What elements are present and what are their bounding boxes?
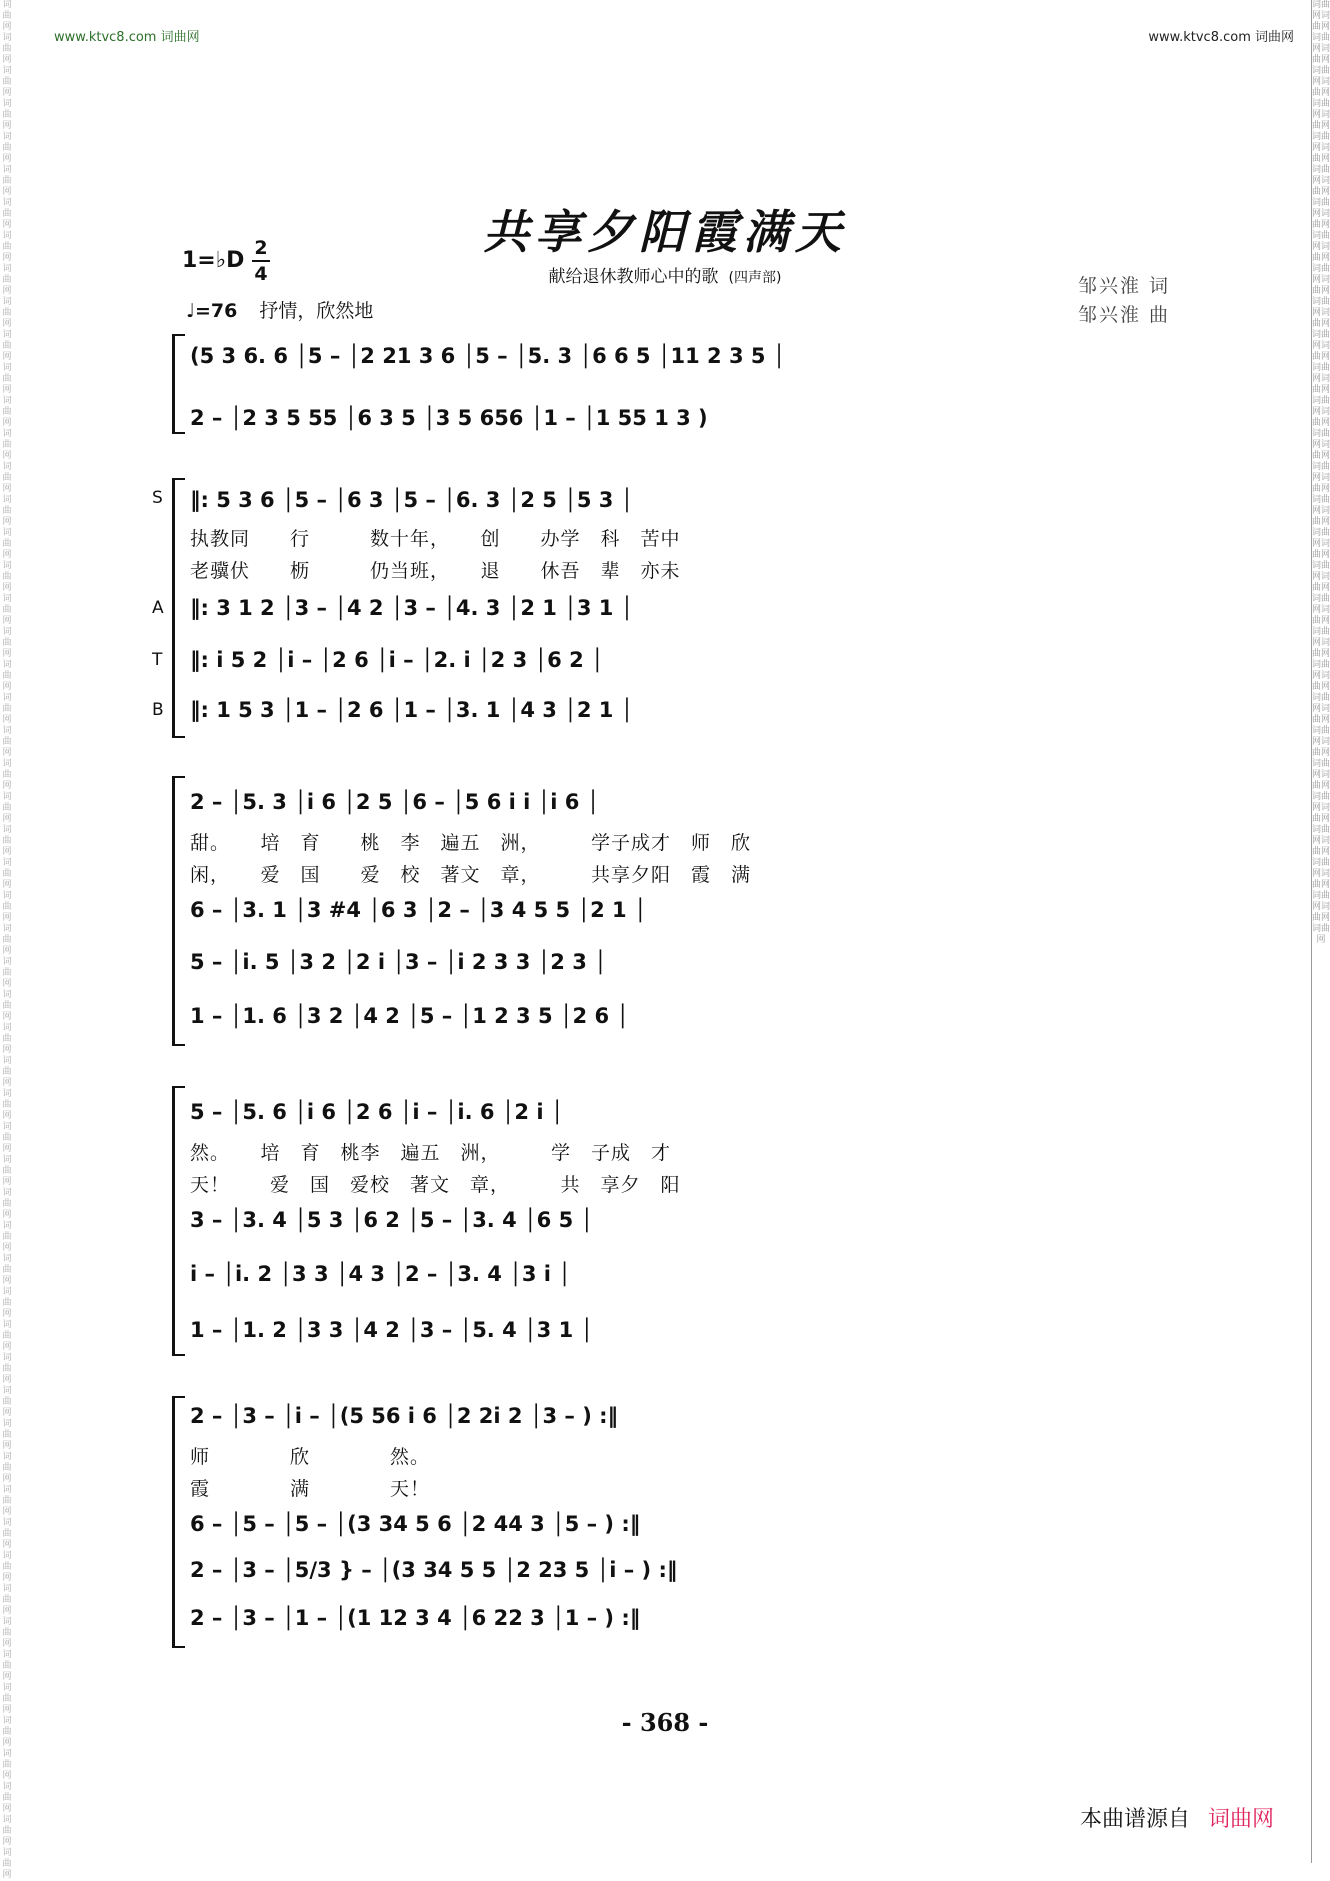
system-4-tenor: 2 – │3 – │5/3 } – │(3 34 5 5 │2 23 5 │i – ) :‖: [190, 1558, 678, 1582]
part-label-s: S: [152, 488, 163, 508]
system-4-bass: 2 – │3 – │1 – │(1 12 3 4 │6 22 3 │1 – ) :‖: [190, 1606, 641, 1630]
time-top: 2: [254, 237, 268, 259]
intro-line-1: (5 3 6. 6 │5 – │2 21 3 6 │5 – │5. 3 │6 6 5 │11 2 3 5 │: [190, 344, 786, 368]
part-label-a: A: [152, 598, 164, 618]
system-2-alto: 6 – │3. 1 │3 #4 │6 3 │2 – │3 4 5 5 │2 1 │: [190, 898, 647, 922]
intro-brace: [172, 334, 185, 434]
part-label-t: T: [152, 650, 163, 670]
system-1-soprano: ‖: 5 3 6 │5 – │6 3 │5 – │6. 3 │2 5 │5 3 │: [190, 488, 634, 512]
tempo-value: ♩=76: [186, 300, 238, 322]
system-3-lyric-2: 天！ 爱 国 爱校 著文 章， 共 享夕 阳: [190, 1174, 681, 1196]
system-1-tenor: ‖: i 5 2 │i – │2 6 │i – │2. i │2 3 │6 2 │: [190, 648, 604, 672]
system-1-alto: ‖: 3 1 2 │3 – │4 2 │3 – │4. 3 │2 1 │3 1 │: [190, 596, 634, 620]
system-2-bass: 1 – │1. 6 │3 2 │4 2 │5 – │1 2 3 5 │2 6 │: [190, 1004, 630, 1028]
composer: 邹兴淮 曲: [1078, 304, 1171, 326]
watermark-left: www.ktvc8.com 词曲网: [54, 30, 200, 45]
page-number: - 368 -: [621, 1708, 709, 1737]
system-1-bass: ‖: 1 5 3 │1 – │2 6 │1 – │3. 1 │4 3 │2 1 │: [190, 698, 634, 722]
system-1-lyric-2: 老骥伏 枥 仍当班， 退 休吾 辈 亦未: [190, 560, 681, 582]
system-3-bass: 1 – │1. 2 │3 3 │4 2 │3 – │5. 4 │3 1 │: [190, 1318, 594, 1342]
lyricist: 邹兴淮 词: [1078, 275, 1171, 297]
subtitle-text: 献给退休教师心中的歌: [548, 267, 719, 287]
system-2-lyric-2: 闲， 爱 国 爱 校 著文 章， 共享夕阳 霞 满: [190, 864, 752, 886]
system-4-soprano: 2 – │3 – │i – │(5 56 i 6 │2 2i 2 │3 – ) :‖: [190, 1404, 618, 1428]
footer-source: [1080, 1802, 1274, 1833]
system-4-alto: 6 – │5 – │5 – │(3 34 5 6 │2 44 3 │5 – ) :‖: [190, 1512, 641, 1536]
credits: [1078, 272, 1170, 330]
system-4-lyric-2: 霞 满 天！: [190, 1478, 431, 1500]
song-title: 共享夕阳霞满天: [483, 205, 847, 259]
system-3-lyric-1: 然。 培 育 桃李 遍五 洲， 学 子成 才: [190, 1142, 672, 1164]
intro-line-2: 2 – │2 3 5 55 │6 3 5 │3 5 656 │1 – │1 55 1 3 ): [190, 406, 708, 430]
edge-watermark-left: 词曲网词曲网词曲网词曲网词曲网词曲网词曲网词曲网词曲网词曲网词曲网词曲网词曲网词曲网词曲网词曲网词曲网词曲网词曲网词曲网词曲网词曲网词曲网词曲网词曲网词曲网词曲网词曲网词曲网词曲网词曲网词曲网词曲网词曲网词曲网词曲网词曲网词曲网词曲网词曲网词曲网词曲网词曲网词曲网词曲网词曲网词曲网词曲网词曲网词曲网词曲网词曲网词曲网词曲网词曲网词曲网词曲网: [2, 0, 12, 1880]
system-2-soprano: 2 – │5. 3 │i 6 │2 5 │6 – │5 6 i i │i 6 │: [190, 790, 600, 814]
system-1-lyric-1: 执教同 行 数十年， 创 办学 科 苦中: [190, 528, 681, 550]
system-3-alto: 3 – │3. 4 │5 3 │6 2 │5 – │3. 4 │6 5 │: [190, 1208, 594, 1232]
system-2-lyric-1: 甜。 培 育 桃 李 遍五 洲， 学子成才 师 欣: [190, 832, 752, 854]
time-bottom: 4: [254, 263, 268, 285]
footer-brand-link[interactable]: 词曲网: [1207, 1807, 1274, 1832]
system-2-tenor: 5 – │i. 5 │3 2 │2 i │3 – │i 2 3 3 │2 3 │: [190, 950, 607, 974]
system-4-lyric-1: 师 欣 然。: [190, 1446, 431, 1468]
system-4-brace: [172, 1396, 185, 1648]
part-label-b: B: [152, 700, 164, 720]
system-3-soprano: 5 – │5. 6 │i 6 │2 6 │i – │i. 6 │2 i │: [190, 1100, 564, 1124]
system-3-brace: [172, 1086, 185, 1356]
voices-note: (四声部): [728, 270, 782, 286]
footer-text: 本曲谱源自: [1079, 1807, 1190, 1832]
system-1-brace: [172, 478, 185, 738]
tempo-marking: [186, 296, 373, 323]
watermark-right: www.ktvc8.com 词曲网: [1148, 30, 1294, 45]
key-signature: 1=♭D: [182, 248, 245, 273]
system-2-brace: [172, 776, 185, 1046]
edge-watermark-right: 词曲网词曲网词曲网词曲网词曲网词曲网词曲网词曲网词曲网词曲网词曲网词曲网词曲网词曲网词曲网词曲网词曲网词曲网词曲网词曲网词曲网词曲网词曲网词曲网词曲网词曲网词曲网词曲网词曲网词曲网词曲网词曲网词曲网词曲网词曲网词曲网词曲网词曲网词曲网词曲网词曲网词曲网词曲网词曲网词曲网词曲网词曲网词曲网词曲网词曲网词曲网词曲网词曲网词曲网词曲网词曲网词曲网: [1311, 0, 1330, 1863]
time-signature: [252, 238, 270, 284]
expression: 抒情，欣然地: [259, 300, 374, 322]
system-3-tenor: i – │i. 2 │3 3 │4 3 │2 – │3. 4 │3 i │: [190, 1262, 571, 1286]
